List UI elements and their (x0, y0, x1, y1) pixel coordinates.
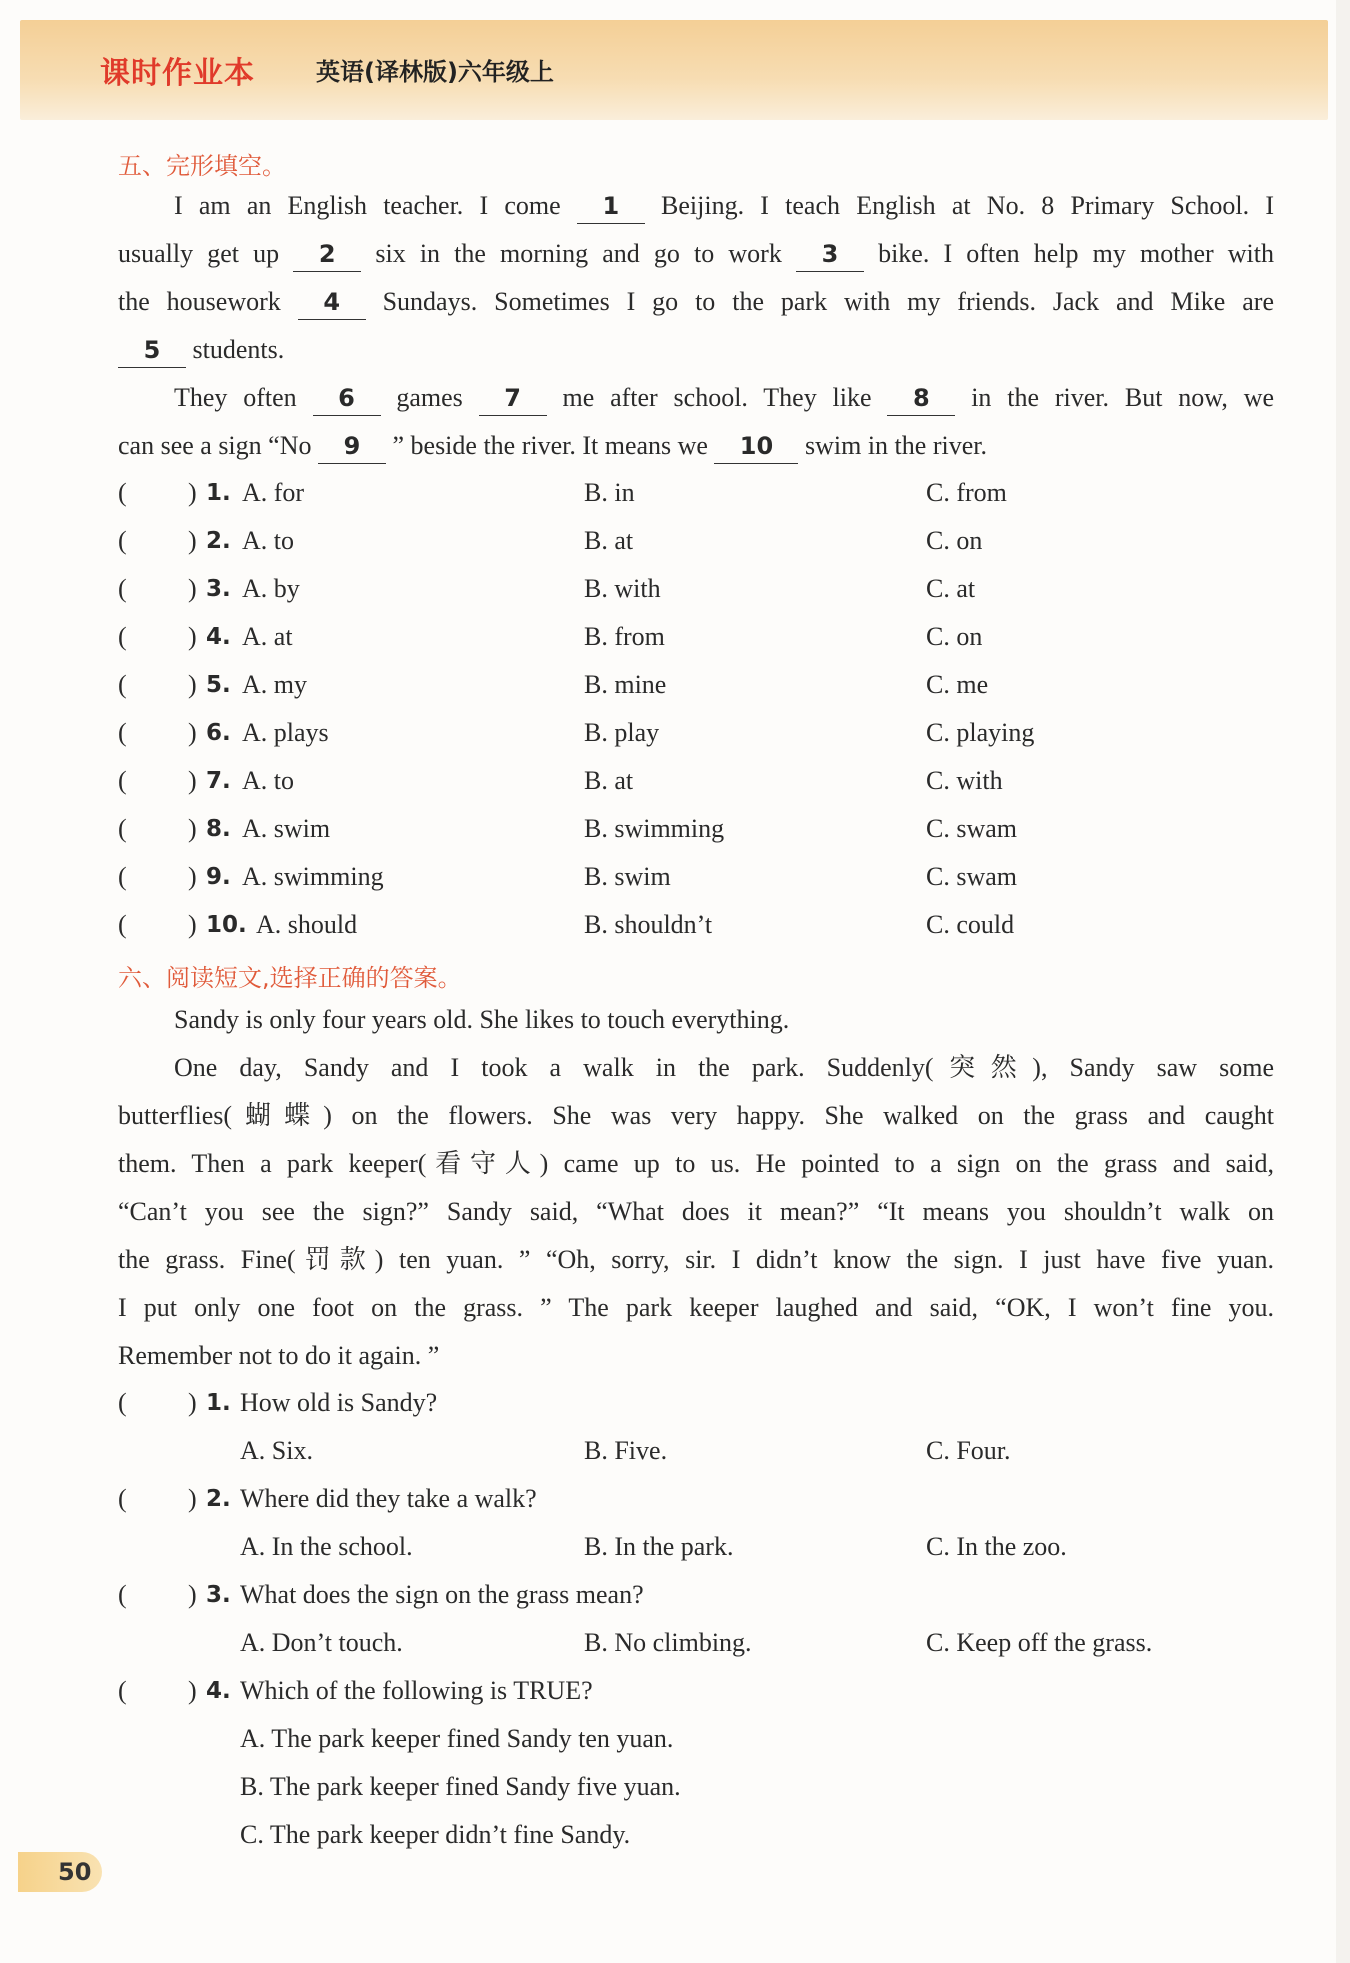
option-a: A. for (242, 478, 305, 507)
question-text: How old is Sandy? (240, 1388, 438, 1417)
answer-paren-open: ( (118, 478, 127, 507)
answer-paren-open: ( (118, 1580, 127, 1609)
option-b: B. In the park. (584, 1532, 734, 1561)
blank-10: 10 (714, 431, 798, 464)
answer-paren-open: ( (118, 1484, 127, 1513)
blank-5: 5 (118, 335, 186, 368)
section-6-title: 六、阅读短文,选择正确的答案。 (118, 964, 462, 992)
option-b: B. The park keeper fined Sandy five yuan. (240, 1772, 681, 1801)
question-number: 7. (206, 768, 231, 794)
answer-paren-close: ) (188, 1580, 197, 1609)
question-number: 4. (206, 1678, 231, 1704)
page-number-tab (18, 1852, 102, 1892)
reading-question-2 (118, 1476, 1274, 1524)
option-b: B. No climbing. (584, 1628, 752, 1657)
question-number: 8. (206, 816, 231, 842)
blank-3: 3 (796, 239, 864, 272)
option-b: B. at (584, 526, 634, 555)
question-number: 3. (206, 576, 231, 602)
answer-paren-open: ( (118, 526, 127, 555)
option-a: A. should (256, 910, 358, 939)
option-b: B. Five. (584, 1436, 668, 1465)
cloze-question-2 (118, 518, 1274, 566)
option-c: C. In the zoo. (926, 1532, 1067, 1561)
cloze-question-10 (118, 902, 1274, 950)
option-c: C. Keep off the grass. (926, 1628, 1153, 1657)
answer-paren-open: ( (118, 1388, 127, 1417)
reading-line: butterflies(蝴蝶) on the flowers. She was very happy. She walked on the grass and caught (118, 1101, 1274, 1130)
option-a: A. The park keeper fined Sandy ten yuan. (240, 1724, 674, 1753)
question-number: 5. (206, 672, 231, 698)
passage-line: I am an English teacher. I come 1 Beijing. I teach English at No. 8 Primary School. I (174, 182, 1274, 230)
book-subtitle: 英语(译林版)六年级上 (316, 58, 554, 86)
question-number: 1. (206, 1390, 231, 1416)
blank-2: 2 (293, 239, 361, 272)
question-number: 10. (206, 912, 247, 938)
answer-paren-close: ) (188, 478, 197, 507)
answer-paren-open: ( (118, 718, 127, 747)
option-a: A. plays (242, 718, 329, 747)
reading-line: Remember not to do it again. ” (118, 1341, 440, 1370)
question-number: 1. (206, 480, 231, 506)
option-b: B. mine (584, 670, 667, 699)
option-c: C. The park keeper didn’t fine Sandy. (240, 1820, 631, 1849)
blank-6: 6 (313, 383, 381, 416)
answer-paren-close: ) (188, 670, 197, 699)
answer-paren-close: ) (188, 910, 197, 939)
question-text: Where did they take a walk? (240, 1484, 537, 1513)
reading-question-1 (118, 1380, 1274, 1428)
cloze-question-5 (118, 662, 1274, 710)
answer-paren-open: ( (118, 622, 127, 651)
option-b: B. at (584, 766, 634, 795)
answer-paren-close: ) (188, 574, 197, 603)
option-a: A. swim (242, 814, 331, 843)
answer-paren-close: ) (188, 526, 197, 555)
answer-paren-close: ) (188, 1484, 197, 1513)
answer-paren-close: ) (188, 718, 197, 747)
cloze-question-8 (118, 806, 1274, 854)
passage-line: usually get up 2 six in the morning and go to work 3 bike. I often help my mother with (118, 230, 1274, 278)
passage-line: 5 students. (118, 326, 1274, 374)
option-a: A. In the school. (240, 1532, 413, 1561)
passage-line: the housework 4 Sundays. Sometimes I go to the park with my friends. Jack and Mike are (118, 278, 1274, 326)
option-c: C. me (926, 670, 989, 699)
answer-paren-close: ) (188, 1676, 197, 1705)
option-a: A. my (242, 670, 307, 699)
option-b: B. from (584, 622, 665, 651)
reading-question-4 (118, 1668, 1274, 1716)
passage-line: can see a sign “No 9 ” beside the river. It means we 10 swim in the river. (118, 422, 1274, 470)
answer-paren-open: ( (118, 814, 127, 843)
answer-paren-close: ) (188, 622, 197, 651)
option-b: B. with (584, 574, 661, 603)
blank-9: 9 (318, 431, 386, 464)
question-number: 2. (206, 528, 231, 554)
question-number: 3. (206, 1582, 231, 1608)
option-c: C. could (926, 910, 1015, 939)
answer-paren-close: ) (188, 862, 197, 891)
answer-paren-open: ( (118, 910, 127, 939)
option-c: C. at (926, 574, 976, 603)
cloze-question-1 (118, 470, 1274, 518)
passage-line: They often 6 games 7 me after school. They like 8 in the river. But now, we (174, 374, 1274, 422)
option-b: B. swimming (584, 814, 725, 843)
option-a: A. Don’t touch. (240, 1628, 403, 1657)
page-number: 50 (58, 1858, 92, 1886)
option-b: B. in (584, 478, 635, 507)
option-c: C. on (926, 526, 983, 555)
reading-line: One day, Sandy and I took a walk in the park. Suddenly(突然), Sandy saw some (174, 1053, 1274, 1082)
question-number: 4. (206, 624, 231, 650)
answer-paren-close: ) (188, 814, 197, 843)
option-a: A. to (242, 526, 294, 555)
cloze-question-4 (118, 614, 1274, 662)
option-a: A. swimming (242, 862, 384, 891)
option-c: C. Four. (926, 1436, 1011, 1465)
answer-paren-open: ( (118, 670, 127, 699)
page-edge (1336, 0, 1350, 1963)
cloze-question-3 (118, 566, 1274, 614)
question-number: 6. (206, 720, 231, 746)
answer-paren-open: ( (118, 1676, 127, 1705)
option-b: B. play (584, 718, 660, 747)
option-a: A. Six. (240, 1436, 313, 1465)
blank-8: 8 (887, 383, 955, 416)
cloze-question-7 (118, 758, 1274, 806)
answer-paren-close: ) (188, 1388, 197, 1417)
blank-7: 7 (479, 383, 547, 416)
option-c: C. from (926, 478, 1007, 507)
option-b: B. shouldn’t (584, 910, 713, 939)
question-text: Which of the following is TRUE? (240, 1676, 593, 1705)
option-c: C. swam (926, 814, 1017, 843)
reading-line: Sandy is only four years old. She likes to touch everything. (174, 1005, 790, 1034)
answer-paren-open: ( (118, 574, 127, 603)
option-c: C. on (926, 622, 983, 651)
option-c: C. with (926, 766, 1003, 795)
reading-line: them. Then a park keeper(看守人) came up to us. He pointed to a sign on the grass and said, (118, 1149, 1274, 1178)
option-b: B. swim (584, 862, 671, 891)
option-a: A. to (242, 766, 294, 795)
option-a: A. by (242, 574, 300, 603)
answer-paren-open: ( (118, 862, 127, 891)
cloze-question-6 (118, 710, 1274, 758)
blank-4: 4 (298, 287, 366, 320)
section-5-title: 五、完形填空。 (118, 152, 286, 180)
book-title: 课时作业本 (100, 56, 255, 91)
blank-1: 1 (577, 191, 645, 224)
option-a: A. at (242, 622, 293, 651)
question-number: 2. (206, 1486, 231, 1512)
cloze-question-9 (118, 854, 1274, 902)
reading-line: the grass. Fine(罚款) ten yuan. ” “Oh, sorry, sir. I didn’t know the sign. I just have five yuan. (118, 1245, 1274, 1274)
question-text: What does the sign on the grass mean? (240, 1580, 644, 1609)
option-c: C. swam (926, 862, 1017, 891)
question-number: 9. (206, 864, 231, 890)
reading-line: “Can’t you see the sign?” Sandy said, “What does it mean?” “It means you shouldn’t walk on (118, 1197, 1274, 1226)
reading-line: I put only one foot on the grass. ” The park keeper laughed and said, “OK, I won’t fine you. (118, 1293, 1274, 1322)
answer-paren-open: ( (118, 766, 127, 795)
reading-question-3 (118, 1572, 1274, 1620)
answer-paren-close: ) (188, 766, 197, 795)
option-c: C. playing (926, 718, 1035, 747)
